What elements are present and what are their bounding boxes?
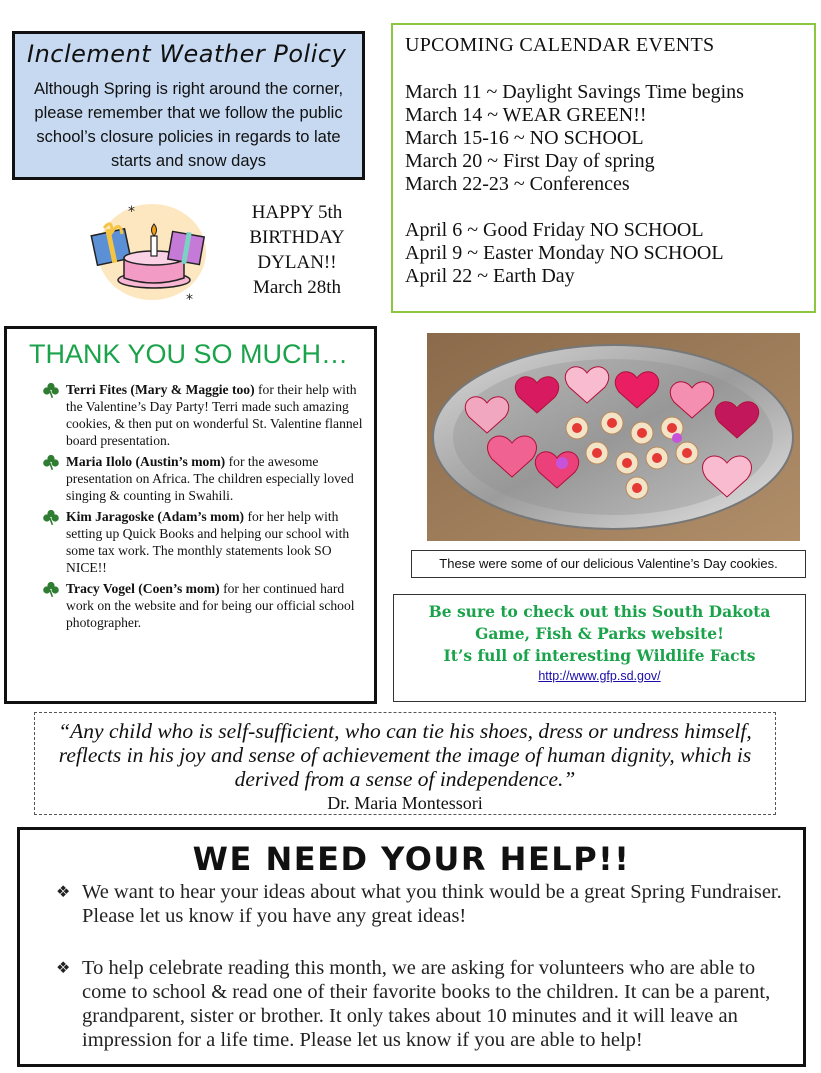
birthday-message xyxy=(222,200,372,300)
shamrock-icon xyxy=(42,581,60,597)
volunteer-name: Kim Jaragoske (Adam’s mom) xyxy=(66,509,245,524)
thank-you-box xyxy=(4,326,377,704)
birthday-line: BIRTHDAY xyxy=(249,227,345,248)
diamond-bullet-icon: ❖ xyxy=(56,958,71,977)
thank-you-list xyxy=(42,381,366,635)
volunteer-note: for her help with setting up Quick Books and helping our school with some tax work. The monthly statements look SO NICE!! xyxy=(66,509,350,575)
montessori-quote-box xyxy=(34,712,776,815)
birthday-cake-with-presents-icon xyxy=(90,188,208,306)
volunteer-note: for the awesome presentation on Africa. The children especially loved singing & counting in Swahili. xyxy=(66,454,354,503)
diamond-bullet-icon: ❖ xyxy=(56,882,71,901)
calendar-event: March 15-16 ~ NO SCHOOL xyxy=(405,127,644,149)
calendar-event: March 22-23 ~ Conferences xyxy=(405,173,630,195)
calendar-events-box xyxy=(391,23,816,313)
birthday-line: March 28th xyxy=(252,277,342,298)
help-item-text: To help celebrate reading this month, we are asking for volunteers who are able to come to school & read one of their favorite books to the children. It can be a parent, grandparent, sister or brother. It only takes about 10 minutes and it will leave an impression for a life time. Please let us know if you are able to help! xyxy=(82,957,771,1051)
volunteer-note: for her continued hard work on the website and for being our official school photographer. xyxy=(66,581,355,630)
thank-you-item xyxy=(42,453,366,504)
volunteer-name: Maria Ilolo (Austin’s mom) xyxy=(66,454,226,469)
calendar-event: April 6 ~ Good Friday NO SCHOOL xyxy=(405,219,704,241)
shamrock-icon xyxy=(42,454,60,470)
quote-author: Dr. Maria Montessori xyxy=(327,793,483,813)
calendar-list xyxy=(405,81,744,288)
weather-body: Although Spring is right around the corner, please remember that we follow the public school’s closure policies in regards to late starts and snow days xyxy=(33,80,344,170)
volunteer-name: Terri Fites (Mary & Maggie too) xyxy=(66,382,255,397)
help-title: WE NEED YOUR HELP!! xyxy=(192,840,631,878)
weather-title: Inclement Weather Policy xyxy=(27,40,347,68)
shamrock-icon xyxy=(42,382,60,398)
shamrock-icon xyxy=(42,509,60,525)
calendar-event: March 20 ~ First Day of spring xyxy=(405,150,655,172)
calendar-event: April 22 ~ Earth Day xyxy=(405,265,575,287)
gfp-website-link[interactable]: http://www.gfp.sd.gov/ xyxy=(538,669,661,683)
thank-you-item xyxy=(42,508,366,576)
gfp-line: Game, Fish & Parks website! xyxy=(475,624,724,643)
help-item xyxy=(56,956,785,1052)
calendar-event: April 9 ~ Easter Monday NO SCHOOL xyxy=(405,242,724,264)
gfp-text xyxy=(394,601,805,667)
help-item xyxy=(56,880,785,928)
inclement-weather-box xyxy=(12,31,365,180)
thank-you-item xyxy=(42,580,366,631)
help-request-box xyxy=(17,827,806,1067)
volunteer-name: Tracy Vogel (Coen’s mom) xyxy=(66,581,220,596)
photo-caption: These were some of our delicious Valentine’s Day cookies. xyxy=(411,550,806,578)
birthday-line: DYLAN!! xyxy=(257,252,337,273)
help-list xyxy=(56,880,785,1052)
quote-text: “Any child who is self-sufficient, who can tie his shoes, dress or undress himself, reflects in his joy and sense of achievement the image of human dignity, which is derived from a sense of independence.” xyxy=(58,719,752,791)
calendar-title: UPCOMING CALENDAR EVENTS xyxy=(405,34,715,56)
thank-you-title: THANK YOU SO MUCH… xyxy=(29,339,349,369)
gfp-line: Be sure to check out this South Dakota xyxy=(428,602,771,621)
calendar-event: March 14 ~ WEAR GREEN!! xyxy=(405,104,647,126)
volunteer-note: for their help with the Valentine’s Day Party! Terri made such amazing cookies, & then put on wonderful St. Valentine flannel board presentation. xyxy=(66,382,363,448)
gfp-website-box xyxy=(393,594,806,702)
svg-text:*: * xyxy=(128,204,135,220)
thank-you-item xyxy=(42,381,366,449)
valentine-cookies-photo xyxy=(427,333,800,541)
birthday-line: HAPPY 5th xyxy=(251,202,343,223)
svg-text:*: * xyxy=(186,292,193,306)
calendar-event: March 11 ~ Daylight Savings Time begins xyxy=(405,81,744,103)
gfp-line: It’s full of interesting Wildlife Facts xyxy=(443,646,756,665)
help-item-text: We want to hear your ideas about what you think would be a great Spring Fundraiser. Please let us know if you have any great ideas! xyxy=(82,881,782,927)
calendar-spacer xyxy=(405,196,744,219)
